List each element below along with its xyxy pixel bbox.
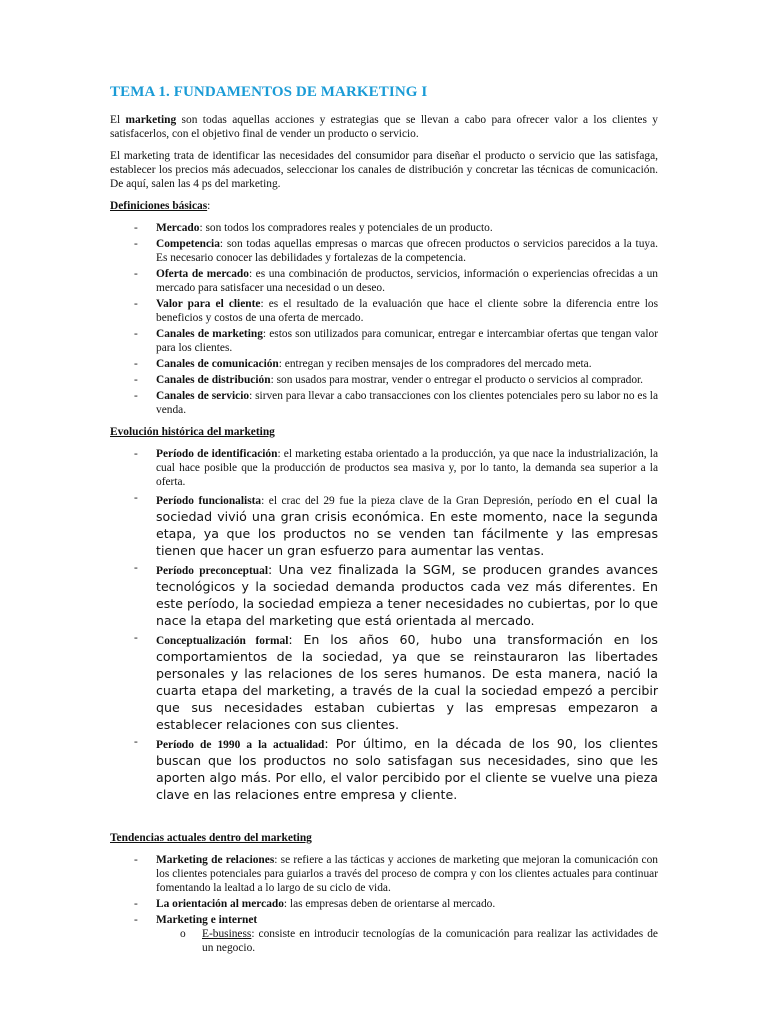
tendencias-sublist bbox=[156, 927, 658, 955]
bullet-dash: - bbox=[134, 736, 138, 748]
evolucion-item: - Período de identificación: el marketing estaba orientado a la producción, ya que nace la industrialización, la cual hace posible que la producción de productos sea masiva y, por lo tanto, la demanda sea superior a la oferta. bbox=[134, 448, 658, 488]
evolucion-item: - Período preconceptual: Una vez finalizada la SGM, se producen grandes avances tecnológicos y la sociedad demanda productos cada vez más diferentes. En este período, la sociedad empieza a tener necesidades no cubiertas, por lo que nace la etapa del marketing que está orientada al mercado. bbox=[134, 562, 658, 628]
definicion-item: - Canales de servicio: sirven para llevar a cabo transacciones con los clientes potenciales pero su labor no es la venda. bbox=[134, 390, 659, 416]
bullet-dash: - bbox=[134, 328, 138, 340]
page-title: TEMA 1. FUNDAMENTOS DE MARKETING I bbox=[110, 84, 428, 100]
bullet-dash: - bbox=[134, 562, 138, 574]
definicion-item: - Mercado: son todos los compradores reales y potenciales de un producto. bbox=[134, 222, 493, 234]
bullet-dash: - bbox=[134, 238, 138, 250]
tendencia-item: - Marketing e internet o E-business: consiste en introducir tecnologías de la comunicación para realizar las actividades de un negocio. bbox=[134, 914, 658, 954]
intro-term: marketing bbox=[125, 114, 177, 126]
evolucion-item: - Conceptualización formal: En los años 60, hubo una transformación en los comportamientos de la sociedad, ya que se reinstauraron las libertades personales y las relaciones de los seres humanos. De esta manera, nació la cuarta etapa del marketing, a través de la cual la sociedad empezó a percibir que sus necesidades estaban cubiertas y las empresas empezaron a establecer relaciones con sus clientes. bbox=[134, 632, 658, 732]
bullet-dash: - bbox=[134, 358, 138, 370]
definicion-item: - Competencia: son todas aquellas empresas o marcas que ofrecen productos o servicios parecidos a la tuya. Es necesario conocer las debilidades y fortalezas de la competencia. bbox=[134, 238, 658, 264]
bullet-circle: o bbox=[180, 928, 186, 940]
evolucion-list bbox=[110, 447, 658, 803]
bullet-dash: - bbox=[134, 854, 138, 866]
definicion-item: - Canales de marketing: estos son utilizados para comunicar, entregar e intercambiar ofertas que tengan valor para los clientes. bbox=[134, 328, 658, 354]
section-heading-evolucion: Evolución histórica del marketing bbox=[110, 426, 275, 438]
intro-paragraph-1: El marketing son todas aquellas acciones y estrategias que se llevan a cabo para ofrecer valor a los clientes y satisfacerlos, con el objetivo final de vender un producto o servicio. bbox=[110, 114, 658, 140]
tendencias-list bbox=[110, 853, 658, 955]
definicion-item: - Canales de distribución: son usados para mostrar, vender o entregar el producto o servicios al comprador. bbox=[134, 374, 644, 386]
document-page bbox=[110, 84, 658, 957]
intro-paragraph-2: El marketing trata de identificar las necesidades del consumidor para diseñar el producto o servicio que las satisfaga, establecer los precios más adecuados, seleccionar los canales de distribución y concretar las técnicas de comunicación. De aquí, salen las 4 ps del marketing. bbox=[110, 150, 658, 190]
bullet-dash: - bbox=[134, 914, 138, 926]
section-heading-tendencias: Tendencias actuales dentro del marketing bbox=[110, 832, 312, 844]
bullet-dash: - bbox=[134, 632, 138, 644]
definicion-item: - Oferta de mercado: es una combinación de productos, servicios, información o experiencias ofrecidas a un mercado para satisfacer una necesidad o un deseo. bbox=[134, 268, 659, 294]
bullet-dash: - bbox=[134, 898, 138, 910]
tendencia-item: - Marketing de relaciones: se refiere a las tácticas y acciones de marketing que mejoran la comunicación con los clientes potenciales para guiarlos a través del proceso de compra y con los clientes actuales para continuar fomentando la lealtad a lo largo de su ciclo de vida. bbox=[134, 854, 658, 894]
bullet-dash: - bbox=[134, 390, 138, 402]
tendencia-subitem: o E-business: consiste en introducir tecnologías de la comunicación para realizar las actividades de un negocio. bbox=[180, 928, 658, 954]
bullet-dash: - bbox=[134, 298, 138, 310]
section-heading-definiciones: Definiciones básicas: bbox=[110, 200, 211, 212]
definicion-item: - Canales de comunicación: entregan y reciben mensajes de los compradores del mercado meta. bbox=[134, 358, 592, 370]
definiciones-list bbox=[110, 221, 658, 417]
evolucion-item: - Período de 1990 a la actualidad: Por último, en la década de los 90, los clientes buscan que los productos no solo satisfagan sus necesidades, sino que les aporten algo más. Por ello, el valor percibido por el cliente se vuelve una pieza clave en las relaciones entre empresa y cliente. bbox=[134, 736, 658, 802]
bullet-dash: - bbox=[134, 492, 138, 504]
tendencia-item: - La orientación al mercado: las empresas deben de orientarse al mercado. bbox=[134, 898, 496, 910]
bullet-dash: - bbox=[134, 374, 138, 386]
bullet-dash: - bbox=[134, 222, 138, 234]
definicion-item: - Valor para el cliente: es el resultado de la evaluación que hace el cliente sobre la diferencia entre los beneficios y costos de una oferta de mercado. bbox=[134, 298, 658, 324]
evolucion-item: - Período funcionalista: el crac del 29 fue la pieza clave de la Gran Depresión, período en el cual la sociedad vivió una gran crisis económica. En este momento, nace la segunda etapa, ya que los productos no se venden tan fácilmente y las empresas tienen que hacer un gran esfuerzo para aumentar las ventas. bbox=[134, 492, 659, 558]
bullet-dash: - bbox=[134, 448, 138, 460]
bullet-dash: - bbox=[134, 268, 138, 280]
